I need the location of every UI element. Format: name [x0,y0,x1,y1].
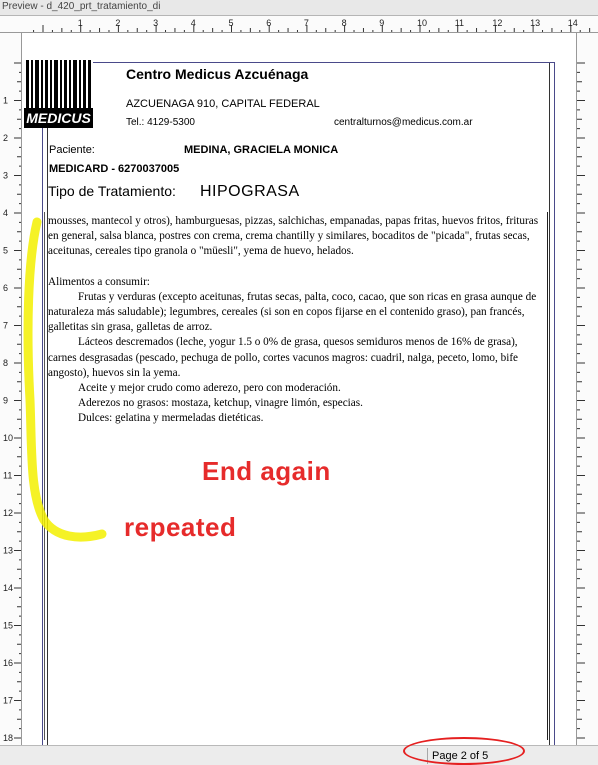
ruler-number: 6 [3,283,9,293]
horizontal-ruler [0,16,598,33]
ruler-number: 7 [3,320,9,331]
ruler-number: 12 [492,18,503,28]
treatment-body-text [48,214,548,427]
horizontal-ruler-ticks [0,16,598,33]
red-circle-annotation [403,737,525,765]
window-title: Preview - d_420_prt_tratamiento_di [2,1,161,12]
ruler-number: 13 [3,545,14,556]
ruler-number: 12 [3,508,14,518]
ruler-number: 9 [379,18,385,28]
ruler-number: 15 [3,620,14,631]
medicard-number: MEDICARD - 6270037005 [49,163,180,175]
annotation-repeated: repeated [124,512,237,542]
ruler-number: 10 [417,18,428,28]
page-indicator: Page 2 of 5 [432,750,489,762]
ruler-number: 17 [3,695,14,706]
body-paragraph: Aceite y mejor crudo como aderezo, pero con moderación. [78,382,341,395]
ruler-number: 14 [3,583,14,593]
ruler-number: 18 [3,733,14,743]
clinic-name: Centro Medicus Azcuénaga [126,66,309,82]
treatment-label: Tipo de Tratamiento: [48,183,176,199]
clinic-phone: Tel.: 4129-5300 [126,117,195,128]
ruler-number: 9 [3,395,9,406]
medicus-logo-icon [24,58,93,128]
ruler-number: 8 [3,358,9,368]
patient-name: MEDINA, GRACIELA MONICA [184,144,339,156]
title-bar [0,0,598,16]
patient-label: Paciente: [49,144,95,156]
ruler-number: 7 [303,18,309,28]
ruler-number: 8 [341,18,347,28]
ruler-number: 2 [115,18,121,28]
clinic-email: centralturnos@medicus.com.ar [334,117,473,128]
ruler-number: 5 [3,245,9,256]
ruler-number: 1 [3,95,9,106]
ruler-number: 14 [567,18,578,28]
vertical-ruler-right-ticks [577,33,598,745]
annotation-end-again: End again [202,456,331,486]
ruler-number: 1 [77,18,83,28]
vertical-ruler-left [0,33,22,745]
body-paragraph: Aderezos no grasos: mostaza, ketchup, vinagre limón, especias. [78,397,363,410]
ruler-number: 4 [3,208,9,218]
ruler-number: 16 [3,658,14,668]
body-paragraph: mousses, mantecol y otros), hamburguesas, pizzas, salchichas, empanadas, papas fritas, huevos fritos, frituras en general, salsa blanca, postres con crema, crema chantilly y similares, bocaditos de "picada", frutas secas, aceitunas, cereales tipo granola o "müesli", yema de huevo, helados. [48,215,541,258]
vertical-ruler-ticks [0,33,22,745]
body-spacer [48,260,548,275]
clinic-address: AZCUENAGA 910, CAPITAL FEDERAL [126,98,320,110]
body-paragraph: Frutas y verduras (excepto aceitunas, frutas secas, palta, coco, cacao, que son ricas en grasa aunque de naturaleza más saludable); legumbres, cereales (si son en copos fijarse en el contenido graso), pan francés, galletitas sin grasa, galletas de arroz. [48,290,539,334]
ruler-number: 10 [3,433,14,443]
ruler-number: 11 [454,18,465,28]
body-paragraph: Lácteos descremados (leche, yogur 1.5 o 0% de grasa, quesos semiduros menos de 16% de grasa), carnes desgrasadas (pescado, pechuga de pollo, cortes vacunos magros: cuadril, nalga, peceto, lomo, bife angosto), huevos sin la yema. [48,336,521,379]
ruler-number: 4 [190,18,196,28]
ruler-number: 13 [530,18,541,28]
body-paragraph: Alimentos a consumir: [48,275,150,288]
ruler-number: 5 [228,18,234,28]
ruler-number: 3 [3,170,9,181]
ruler-number: 3 [153,18,159,28]
logo-text: MEDICUS [26,110,91,126]
treatment-value: HIPOGRASA [200,183,300,200]
body-paragraph: Dulces: gelatina y mermeladas dietéticas. [78,412,264,425]
ruler-number: 11 [3,470,13,481]
ruler-number: 6 [266,18,272,28]
vertical-ruler-right [576,33,598,745]
ruler-number: 2 [3,133,9,143]
